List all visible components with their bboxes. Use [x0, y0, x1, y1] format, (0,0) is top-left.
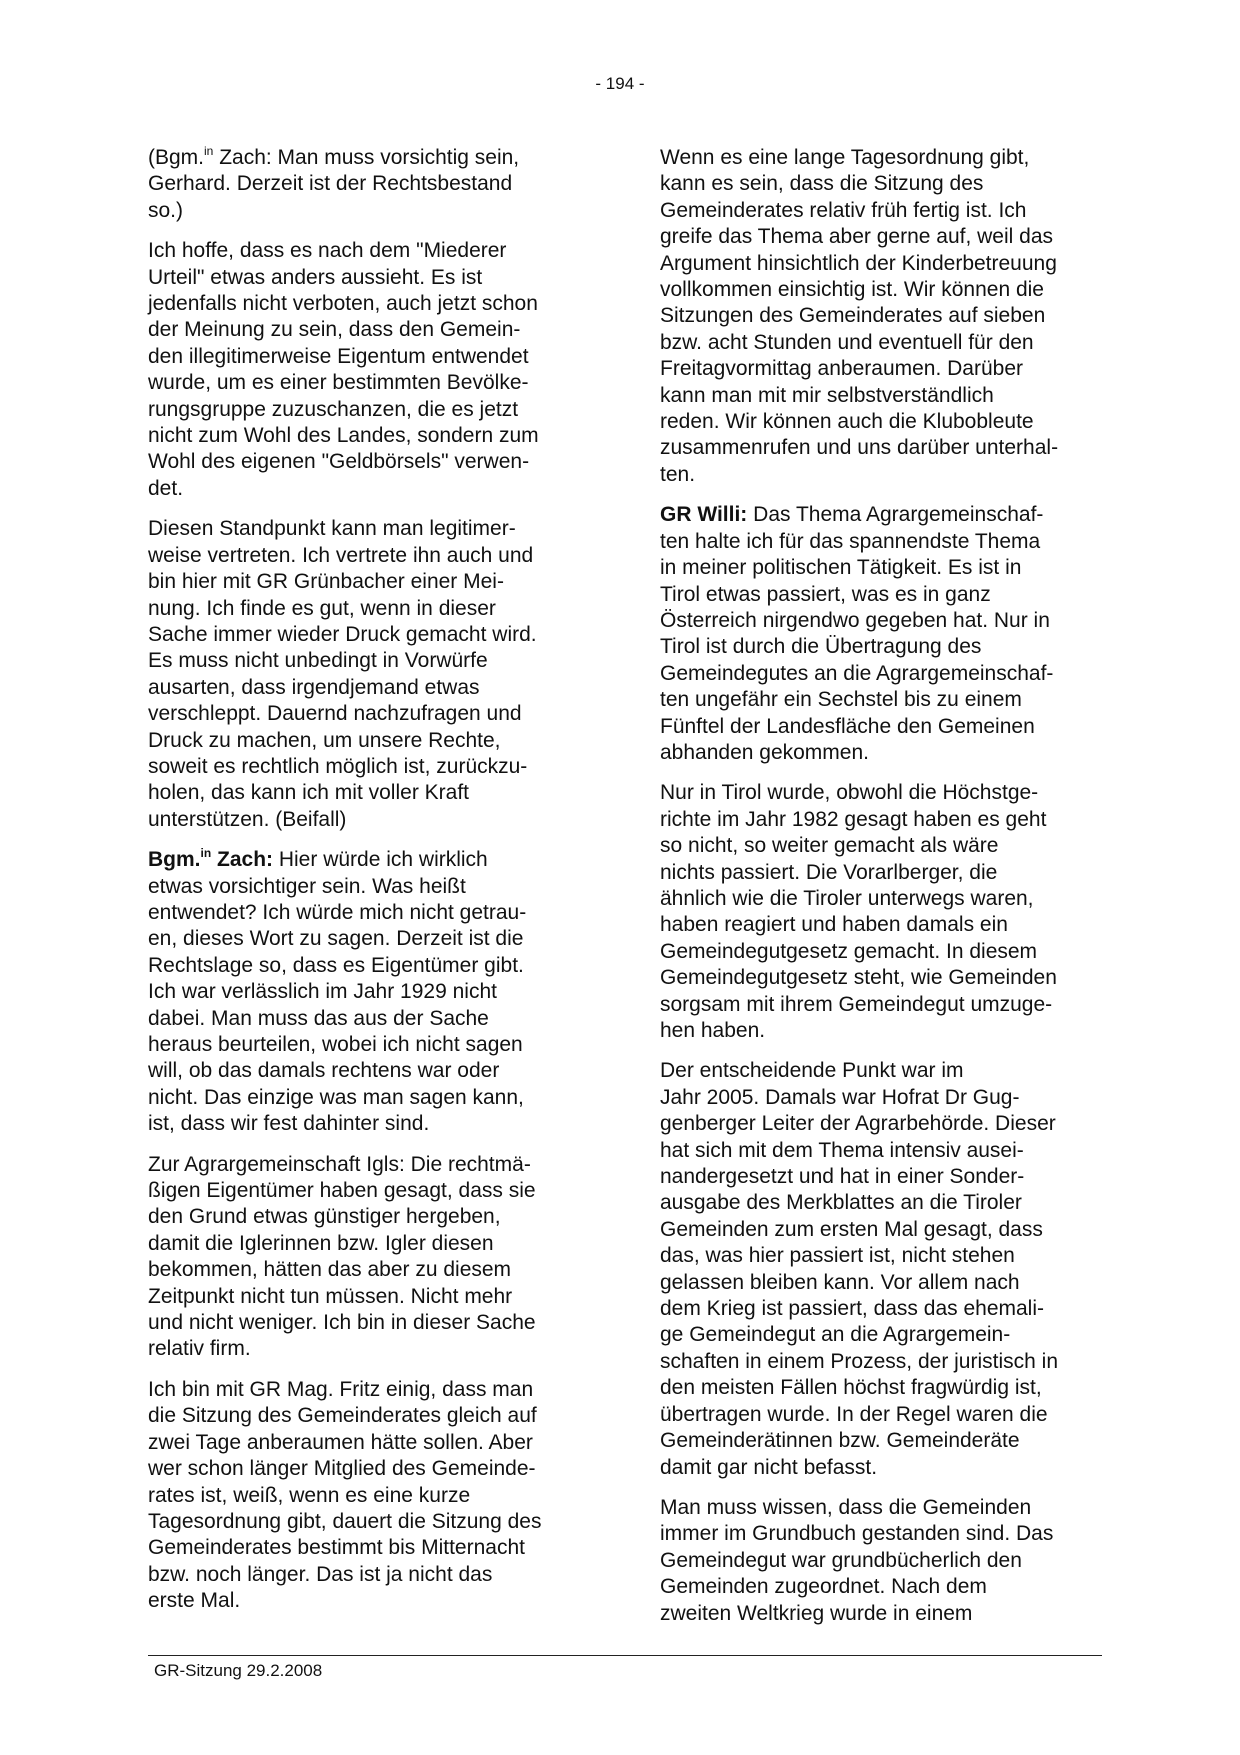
text-run: zweiten Weltkrieg wurde in einem [660, 1601, 973, 1625]
text-run: nicht zum Wohl des Landes, sondern zum [148, 424, 539, 448]
text-line [148, 569, 588, 595]
text-run: Rechtslage so, dass es Eigentümer gibt. [148, 953, 524, 977]
text-line [660, 886, 1100, 912]
text-line [660, 608, 1100, 634]
paragraph [148, 145, 588, 224]
right-column [660, 145, 1100, 1641]
text-run: ßigen Eigentümer haben gesagt, dass sie [148, 1179, 536, 1203]
text-line [660, 965, 1100, 991]
text-line [660, 582, 1100, 608]
text-run: bin hier mit GR Grünbacher einer Mei- [148, 570, 504, 594]
text-line [660, 1574, 1100, 1600]
text-line [148, 847, 588, 873]
text-run: so.) [148, 198, 184, 222]
text-run: Österreich nirgendwo gegeben hat. Nur in [660, 608, 1050, 632]
text-line [148, 423, 588, 449]
text-run: Sache immer wieder Druck gemacht wird. [148, 622, 537, 646]
text-run: Tagesordnung gibt, dauert die Sitzung des [148, 1509, 542, 1533]
text-line [660, 992, 1100, 1018]
text-line [660, 383, 1100, 409]
text-run: damit gar nicht befasst. [660, 1455, 878, 1479]
text-line [660, 145, 1100, 171]
text-run: Gemeindegutgesetz steht, wie Gemeinden [660, 966, 1057, 990]
text-line [148, 1562, 588, 1588]
text-line [660, 634, 1100, 660]
text-line [148, 1377, 588, 1403]
text-line [148, 1535, 588, 1561]
page-number: - 194 - [595, 74, 645, 93]
text-line [148, 596, 588, 622]
text-run: en, dieses Wort zu sagen. Derzeit ist die [148, 927, 524, 951]
text-line [660, 1190, 1100, 1216]
text-run: ist, dass wir fest dahinter sind. [148, 1112, 430, 1136]
text-line [660, 462, 1100, 488]
text-run: Der entscheidende Punkt war im [660, 1059, 964, 1083]
paragraph [148, 847, 588, 1137]
text-line [148, 449, 588, 475]
text-line [148, 1231, 588, 1257]
text-line [660, 1111, 1100, 1137]
text-line [148, 1152, 588, 1178]
text-run: vollkommen einsichtig ist. Wir können die [660, 278, 1044, 302]
text-run: zwei Tage anberaumen hätte sollen. Aber [148, 1430, 533, 1454]
text-line [660, 529, 1100, 555]
text-run: reden. Wir können auch die Klubobleute [660, 410, 1034, 434]
text-line [148, 900, 588, 926]
text-line [660, 1296, 1100, 1322]
text-run: hat sich mit dem Thema intensiv ausei- [660, 1138, 1024, 1162]
text-line [148, 543, 588, 569]
text-run: Gemeinderätinnen bzw. Gemeinderäte [660, 1429, 1020, 1453]
text-run: Argument hinsichtlich der Kinderbetreuung [660, 251, 1057, 275]
text-line [148, 1006, 588, 1032]
text-line [660, 1018, 1100, 1044]
text-run: holen, das kann ich mit voller Kraft [148, 781, 469, 805]
text-line [660, 1402, 1100, 1428]
paragraph [660, 780, 1100, 1044]
text-run: nung. Ich finde es gut, wenn in dieser [148, 596, 496, 620]
text-line [148, 1336, 588, 1362]
text-run: Hier würde ich wirklich [273, 848, 488, 872]
paragraph [660, 502, 1100, 766]
text-line [148, 198, 588, 224]
text-line [660, 661, 1100, 687]
text-line [660, 435, 1100, 461]
text-run: Nur in Tirol wurde, obwohl die Höchstge- [660, 781, 1039, 805]
text-line [660, 687, 1100, 713]
text-line [660, 1349, 1100, 1375]
text-run: unterstützen. (Beifall) [148, 807, 347, 831]
text-line [660, 1243, 1100, 1269]
text-run: ausarten, dass irgendjemand etwas [148, 675, 480, 699]
text-line [660, 1270, 1100, 1296]
text-line [660, 330, 1100, 356]
text-line [148, 1085, 588, 1111]
text-line [148, 317, 588, 343]
left-column [148, 145, 588, 1629]
paragraph [148, 516, 588, 833]
text-run: haben reagiert und haben damals ein [660, 913, 1008, 937]
text-run: Gemeindegutes an die Agrargemeinschaf- [660, 661, 1054, 685]
text-run: die Sitzung des Gemeinderates gleich auf [148, 1404, 537, 1428]
text-line [660, 1085, 1100, 1111]
text-run: immer im Grundbuch gestanden sind. Das [660, 1522, 1054, 1546]
text-line [148, 780, 588, 806]
text-line [660, 1455, 1100, 1481]
text-line [148, 1310, 588, 1336]
text-line [148, 675, 588, 701]
text-line [660, 1164, 1100, 1190]
text-run: Gemeinderates bestimmt bis Mitternacht [148, 1536, 525, 1560]
text-line [148, 754, 588, 780]
text-run: heraus beurteilen, wobei ich nicht sagen [148, 1033, 523, 1056]
text-run: übertragen wurde. In der Regel waren die [660, 1402, 1048, 1426]
text-run: Gemeindegut war grundbücherlich den [660, 1548, 1022, 1572]
text-run: Zeitpunkt nicht tun müssen. Nicht mehr [148, 1284, 513, 1308]
text-line [660, 1375, 1100, 1401]
text-run: Gemeinden zum ersten Mal gesagt, dass [660, 1217, 1043, 1241]
text-line [148, 145, 588, 171]
text-run: bzw. noch länger. Das ist ja nicht das [148, 1562, 493, 1586]
text-line [660, 1521, 1100, 1547]
text-line [148, 648, 588, 674]
text-run: rungsgruppe zuzuschanzen, die es jetzt [148, 397, 519, 421]
paragraph [148, 1377, 588, 1615]
text-run: relativ firm. [148, 1337, 251, 1361]
text-run: Ich bin mit GR Mag. Fritz einig, dass man [148, 1377, 534, 1401]
text-run: etwas vorsichtiger sein. Was heißt [148, 874, 466, 898]
footer-rule [148, 1655, 1102, 1656]
text-line [660, 224, 1100, 250]
text-line [148, 291, 588, 317]
text-line [148, 979, 588, 1005]
text-line [148, 1058, 588, 1084]
text-line [148, 1403, 588, 1429]
text-run: nicht. Das einzige was man sagen kann, [148, 1085, 524, 1109]
text-run: Tirol ist durch die Übertragung des [660, 635, 982, 659]
text-run: genberger Leiter der Agrarbehörde. Dieser [660, 1112, 1056, 1136]
paragraph [148, 1152, 588, 1363]
text-run: ausgabe des Merkblattes an die Tiroler [660, 1191, 1022, 1215]
text-run: Fünftel der Landesfläche den Gemeinen [660, 714, 1035, 738]
text-run: entwendet? Ich würde mich nicht getrau- [148, 900, 527, 924]
text-line [660, 780, 1100, 806]
text-run: will, ob das damals rechtens war oder [148, 1059, 500, 1083]
text-run: Freitagvormittag anberaumen. Darüber [660, 357, 1024, 381]
text-line [148, 1032, 588, 1058]
text-line [660, 833, 1100, 859]
text-run: sorgsam mit ihrem Gemeindegut umzuge- [660, 992, 1053, 1016]
text-run: greife das Thema aber gerne auf, weil das [660, 225, 1054, 249]
text-run: Ich war verlässlich im Jahr 1929 nicht [148, 980, 497, 1004]
text-run: Tirol etwas passiert, was es in ganz [660, 582, 991, 606]
text-run: kann man mit mir selbstverständlich [660, 383, 994, 407]
text-line [148, 807, 588, 833]
text-line [148, 926, 588, 952]
text-run: schaften in einem Prozess, der juristisch in [660, 1349, 1059, 1373]
text-run: rates ist, weiß, wenn es eine kurze [148, 1483, 471, 1507]
text-line [148, 1284, 588, 1310]
text-run: Druck zu machen, um unsere Rechte, [148, 728, 501, 752]
text-line [148, 1178, 588, 1204]
text-run: kann es sein, dass die Sitzung des [660, 172, 984, 196]
text-line [148, 874, 588, 900]
text-run: (Bgm. [148, 146, 205, 169]
text-line [148, 171, 588, 197]
text-run: ten ungefähr ein Sechstel bis zu einem [660, 688, 1022, 712]
text-run: Sitzungen des Gemeinderates auf sieben [660, 304, 1046, 328]
text-run: nandergesetzt und hat in einer Sonder- [660, 1165, 1025, 1189]
text-line [148, 1204, 588, 1230]
text-run: wer schon länger Mitglied des Gemeinde- [148, 1457, 536, 1481]
text-line [148, 370, 588, 396]
text-line [660, 198, 1100, 224]
paragraph [660, 1495, 1100, 1627]
text-run: jedenfalls nicht verboten, auch jetzt schon [148, 292, 538, 316]
text-line [148, 701, 588, 727]
text-run: ten. [660, 462, 696, 486]
text-line [148, 1111, 588, 1137]
text-run: det. [148, 476, 184, 500]
text-line [148, 516, 588, 542]
text-run: den illegitimerweise Eigentum entwendet [148, 344, 529, 368]
speaker-name: in [200, 846, 212, 861]
text-run: Gemeinden zugeordnet. Nach dem [660, 1575, 987, 1599]
text-line [660, 1495, 1100, 1521]
text-run: den Grund etwas günstiger hergeben, [148, 1205, 501, 1229]
text-line [660, 1217, 1100, 1243]
text-run: Zur Agrargemeinschaft Igls: Die rechtmä- [148, 1152, 531, 1176]
text-run: den meisten Fällen höchst fragwürdig ist, [660, 1376, 1042, 1400]
text-run: Man muss wissen, dass die Gemeinden [660, 1495, 1032, 1519]
text-line [660, 714, 1100, 740]
speaker-name: Zach: [211, 848, 274, 872]
text-run: erste Mal. [148, 1589, 241, 1613]
text-run: soweit es rechtlich möglich ist, zurückzu- [148, 754, 528, 778]
text-run: wurde, um es einer bestimmten Bevölke- [148, 371, 529, 395]
text-run: Wenn es eine lange Tagesordnung gibt, [660, 146, 1030, 169]
text-line [148, 238, 588, 264]
text-run: Urteil" etwas anders aussieht. Es ist [148, 265, 483, 289]
text-run: dem Krieg ist passiert, dass das ehemali- [660, 1297, 1044, 1321]
text-line [148, 1456, 588, 1482]
text-line [660, 1058, 1100, 1084]
text-line [148, 622, 588, 648]
text-run: Wohl des eigenen "Geldbörsels" verwen- [148, 450, 530, 474]
text-line [660, 1601, 1100, 1627]
text-run: Gemeindegutgesetz gemacht. In diesem [660, 939, 1038, 963]
text-line [660, 171, 1100, 197]
text-run: nichts passiert. Die Vorarlberger, die [660, 860, 998, 884]
paragraph [660, 1058, 1100, 1481]
text-run: so nicht, so weiter gemacht als wäre [660, 834, 999, 858]
text-run: und nicht weniger. Ich bin in dieser Sache [148, 1311, 536, 1335]
text-line [660, 303, 1100, 329]
text-line [660, 502, 1100, 528]
speaker-name: Bgm. [148, 848, 201, 872]
text-run: dabei. Man muss das aus der Sache [148, 1006, 489, 1030]
superscript: in [204, 144, 214, 158]
text-run: verschleppt. Dauernd nachzufragen und [148, 702, 522, 726]
text-run: bekommen, hätten das aber zu diesem [148, 1258, 512, 1282]
text-run: bzw. acht Stunden und eventuell für den [660, 330, 1034, 354]
text-line [148, 1257, 588, 1283]
text-run: Diesen Standpunkt kann man legitimer- [148, 517, 516, 541]
text-run: damit die Iglerinnen bzw. Igler diesen [148, 1231, 494, 1255]
text-line [148, 1509, 588, 1535]
paragraph [148, 238, 588, 502]
text-line [660, 912, 1100, 938]
text-line [148, 344, 588, 370]
text-line [660, 1428, 1100, 1454]
text-run: Gemeinderates relativ früh fertig ist. Ich [660, 198, 1027, 222]
text-run: zusammenrufen und uns darüber unterhal- [660, 436, 1059, 460]
speaker-name: GR Willi: [660, 503, 748, 527]
text-line [148, 397, 588, 423]
text-run: der Meinung zu sein, dass den Gemein- [148, 318, 521, 342]
text-run: Das Thema Agrargemeinschaf- [747, 503, 1044, 527]
text-line [148, 265, 588, 291]
text-line [660, 277, 1100, 303]
text-line [660, 555, 1100, 581]
text-run: Ich hoffe, dass es nach dem "Miederer [148, 239, 507, 263]
text-run: hen haben. [660, 1019, 766, 1042]
text-run: abhanden gekommen. [660, 740, 869, 764]
text-line [660, 860, 1100, 886]
text-run: das, was hier passiert ist, nicht stehen [660, 1244, 1015, 1268]
text-line [148, 953, 588, 979]
text-run: gelassen bleiben kann. Vor allem nach [660, 1270, 1020, 1294]
text-run: Gerhard. Derzeit ist der Rechtsbestand [148, 172, 513, 196]
text-line [660, 251, 1100, 277]
text-line [148, 1588, 588, 1614]
text-line [148, 476, 588, 502]
text-line [660, 356, 1100, 382]
text-line [148, 1430, 588, 1456]
text-run: ähnlich wie die Tiroler unterwegs waren, [660, 886, 1034, 910]
text-run: Zach: Man muss vorsichtig sein, [213, 146, 520, 169]
text-line [148, 1483, 588, 1509]
text-line [660, 1548, 1100, 1574]
text-line [660, 939, 1100, 965]
text-line [660, 1322, 1100, 1348]
text-run: ten halte ich für das spannendste Thema [660, 529, 1041, 553]
text-line [660, 1138, 1100, 1164]
paragraph [660, 145, 1100, 488]
text-run: Jahr 2005. Damals war Hofrat Dr Gug- [660, 1085, 1020, 1109]
text-line [660, 740, 1100, 766]
text-line [660, 807, 1100, 833]
text-run: Es muss nicht unbedingt in Vorwürfe [148, 649, 488, 673]
text-line [660, 409, 1100, 435]
text-run: weise vertreten. Ich vertrete ihn auch und [148, 543, 534, 567]
text-run: ge Gemeindegut an die Agrargemein- [660, 1323, 1011, 1347]
text-run: in meiner politischen Tätigkeit. Es ist in [660, 556, 1022, 580]
text-run: richte im Jahr 1982 gesagt haben es geht [660, 807, 1047, 831]
footer-text: GR-Sitzung 29.2.2008 [154, 1661, 323, 1680]
text-line [148, 728, 588, 754]
